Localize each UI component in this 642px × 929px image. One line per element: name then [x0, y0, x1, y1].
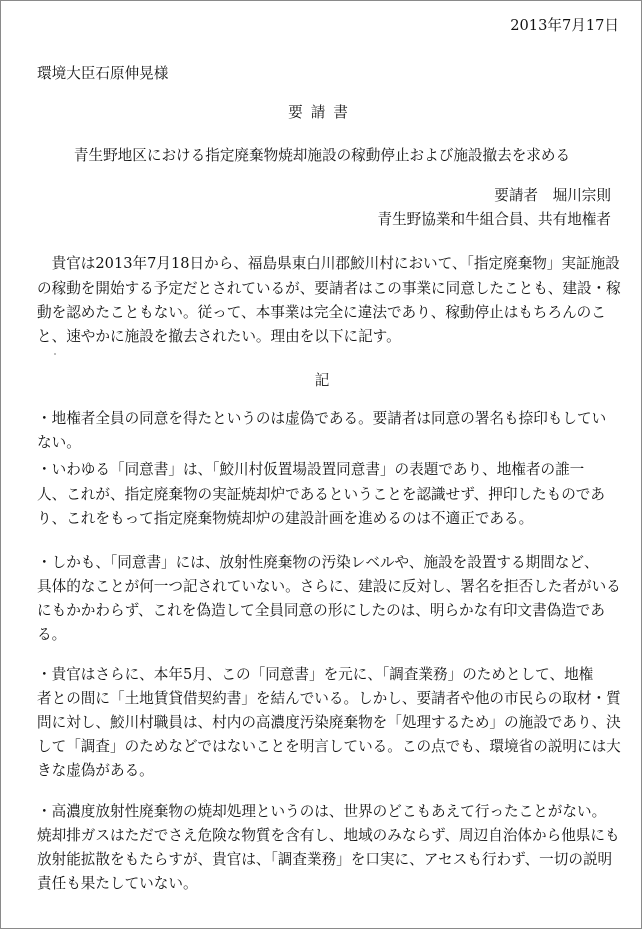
scan-speck — [54, 353, 56, 355]
requester-affiliation: 青生野協業和牛組合員、共有地権者 — [377, 211, 611, 228]
document-date: 2013年7月17日 — [510, 17, 619, 34]
point-line: 問に対し、鮫川村職員は、村内の高濃度汚染廃棄物を「処理するため」の施設であり、決 — [37, 714, 621, 731]
document-title: 要請書 — [288, 104, 356, 121]
point-line: にもかかわらず、これを偽造して全員同意の形にしたのは、明らかな有印文書偽造であ — [37, 602, 605, 619]
point-line: る。 — [37, 626, 67, 643]
requester-name: 要請者 堀川宗則 — [494, 187, 611, 204]
point-line: ・いわゆる「同意書」は、「鮫川村仮置場設置同意書」の表題であり、地権者の誰一 — [37, 461, 585, 478]
point-line: ・貴官はさらに、本年5月、この「同意書」を元に、「調査業務」のためとして、地権 — [37, 666, 594, 683]
point-line: ・高濃度放射性廃棄物の焼却処理というのは、世界のどこもあえて行ったことがない。 — [37, 803, 607, 820]
addressee: 環境大臣石原伸晃様 — [37, 65, 169, 82]
point-line: きな虚偽がある。 — [37, 762, 154, 779]
point-line: 人、これが、指定廃棄物の実証焼却炉であるということを認識せず、押印したものであ — [37, 486, 605, 503]
point-line: 焼却排ガスはただでさえ危険な物質を含有し、地域のみならず、周辺自治体から他県にも — [37, 827, 620, 844]
intro-line: 貴官は2013年7月18日から、福島県東白川郡鮫川村において、「指定廃棄物」実証施設 — [37, 255, 620, 272]
point-line: 責任も果たしていない。 — [37, 875, 198, 892]
point-line: 者との間に「土地賃貸借契約書」を結んでいる。しかし、要請者や他の市民らの取材・質 — [37, 690, 621, 707]
point-line: 放射能拡散をもたらすが、貴官は、「調査業務」を口実に、アセスも行わず、一切の説明 — [37, 851, 613, 868]
intro-line: の稼動を開始する予定だとされているが、要請者はこの事業に同意したことも、建設・稼 — [37, 280, 621, 297]
intro-line: 動を認めたこともない。従って、本事業は完全に違法であり、稼動停止はもちろんのこ — [37, 304, 606, 321]
point-line: 具体的なことが何一つ記されていない。さらに、建設に反対し、署名を拒否した者がいる — [37, 578, 621, 595]
point-line: ・しかも、「同意書」には、放射性廃棄物の汚染レベルや、施設を設置する期間など、 — [37, 554, 599, 571]
point-line: り、これをもって指定廃棄物焼却炉の建設計画を進めるのは不適正である。 — [37, 510, 534, 527]
ki-heading: 記 — [314, 372, 330, 389]
point-line: ない。 — [37, 434, 81, 451]
document-subtitle: 青生野地区における指定廃棄物焼却施設の稼動停止および施設撤去を求める — [73, 147, 571, 164]
point-line: して「調査」のためなどではないことを明言している。この点でも、環境省の説明には大 — [37, 738, 621, 755]
point-line: ・地権者全員の同意を得たというのは虚偽である。要請者は同意の署名も捺印もしてい — [37, 410, 607, 427]
intro-line: と、速やかに施設を撤去されたい。理由を以下に記す。 — [37, 328, 401, 345]
